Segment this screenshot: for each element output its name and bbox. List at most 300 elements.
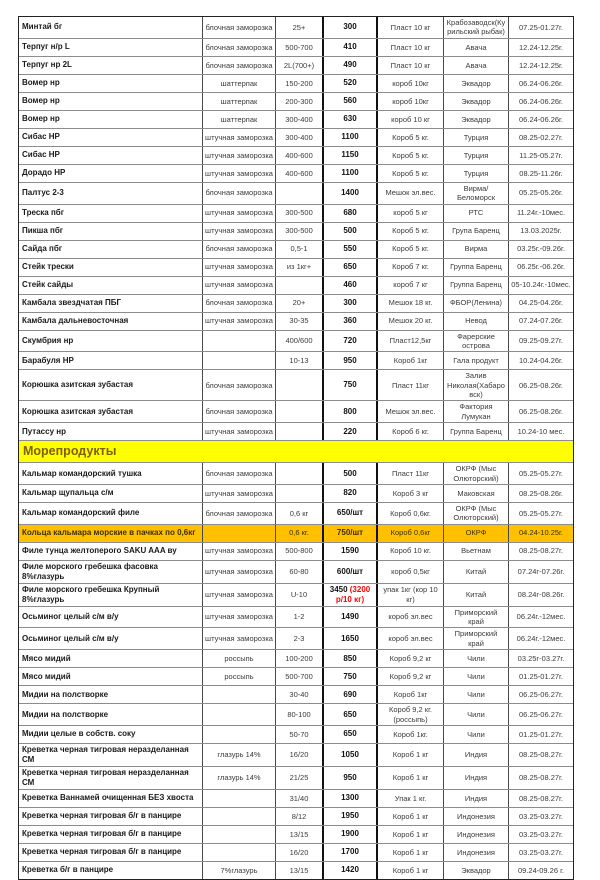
freeze-type: блочная заморозка <box>203 463 276 484</box>
date-range: 06.24-06.26г. <box>519 78 563 88</box>
origin: Фактория Лумукан <box>444 401 509 422</box>
size-value: 21/25 <box>289 773 309 783</box>
origin: Китай <box>444 561 509 583</box>
size-value <box>276 423 322 440</box>
date-range: 04.25-04.26г. <box>519 298 563 308</box>
size-value: 200-300 <box>285 96 313 106</box>
table-row <box>19 57 573 75</box>
price-text <box>326 829 374 839</box>
price-main: 750/шт <box>336 528 364 538</box>
table-row <box>19 17 573 39</box>
price-text <box>326 793 374 803</box>
packaging: Короб 5 кг. <box>378 223 444 240</box>
table-row <box>19 129 573 147</box>
price-value <box>322 826 378 843</box>
packaging: Пласт 11кг <box>378 463 444 484</box>
table-row <box>19 628 573 650</box>
freeze-type: шаттерпак <box>203 93 276 110</box>
price-value <box>322 165 378 182</box>
product-name: Кальмар щупальца с/м <box>19 485 203 502</box>
origin: Эквадор <box>444 862 509 879</box>
freeze-type: штучная заморозка <box>203 543 276 560</box>
price-value <box>322 744 378 766</box>
price-main: 600/шт <box>336 566 364 576</box>
freeze-type: шаттерпак <box>203 111 276 128</box>
price-text <box>326 811 374 821</box>
price-main: 3450 <box>329 584 348 594</box>
freeze-type: штучная заморозка <box>203 223 276 240</box>
packaging: Короб 5 кг. <box>378 129 444 146</box>
size-value: 500-700 <box>285 671 313 681</box>
freeze-type: глазурь 14% <box>203 767 276 789</box>
table-row <box>19 650 573 668</box>
product-name: Осьминог целый с/м в/у <box>19 628 203 649</box>
table-row <box>19 584 573 607</box>
product-name: Вомер нр <box>19 93 203 110</box>
packaging: Короб 1 кг <box>378 862 444 879</box>
price-main: 850 <box>343 653 357 663</box>
date-range: 08.25-08.27г. <box>519 546 563 556</box>
price-value <box>322 525 378 542</box>
origin: Авача <box>444 39 509 56</box>
price-value <box>322 352 378 369</box>
date-range: 05-10.24г.-10мес. <box>511 280 571 290</box>
freeze-type: штучная заморозка <box>203 607 276 628</box>
origin: ОКРФ (Мыс Олюторский) <box>444 463 509 484</box>
price-text <box>326 585 374 605</box>
price-value <box>322 17 378 38</box>
size-value <box>276 370 322 400</box>
origin: Невод <box>444 313 509 330</box>
price-value <box>322 93 378 110</box>
origin: Турция <box>444 147 509 164</box>
product-name: Стейк трески <box>19 259 203 276</box>
date-range: 01.25-01.27г. <box>519 729 563 739</box>
date-range: 09.24-09.26 г. <box>517 865 565 875</box>
product-name: Мидии на полстворке <box>19 686 203 703</box>
packaging: Короб 1кг. <box>378 726 444 743</box>
price-main: 820 <box>343 488 357 498</box>
price-text <box>326 427 374 437</box>
price-value <box>322 808 378 825</box>
freeze-type: блочная заморозка <box>203 183 276 204</box>
date-range: 05.25-05.27г. <box>519 508 563 518</box>
freeze-type: россыпь <box>203 650 276 667</box>
packaging: Мешок 20 кг. <box>378 313 444 330</box>
product-name: Креветка черная тигровая б/г в панцире <box>19 826 203 843</box>
price-text <box>326 188 374 198</box>
freeze-type: блочная заморозка <box>203 39 276 56</box>
origin: Чили <box>444 704 509 725</box>
date-range: 13.03.2025г. <box>520 226 562 236</box>
origin: Крабозаводск(Курильский рыбак) <box>444 17 509 38</box>
price-text <box>326 469 374 479</box>
table-row <box>19 726 573 744</box>
table-row <box>19 223 573 241</box>
price-value <box>322 241 378 258</box>
price-text <box>326 208 374 218</box>
size-value: 400/600 <box>285 336 313 346</box>
price-text <box>326 336 374 346</box>
packaging: Короб 5 кг. <box>378 165 444 182</box>
table-row <box>19 463 573 485</box>
freeze-type: штучная заморозка <box>203 628 276 649</box>
table-row <box>19 607 573 629</box>
product-name: Корюшка азитская зубастая <box>19 370 203 400</box>
price-value <box>322 370 378 400</box>
size-value: 60-80 <box>289 566 309 576</box>
price-value <box>322 726 378 743</box>
date-range: 08.24г-08.26г. <box>517 589 565 599</box>
price-value <box>322 561 378 583</box>
size-value <box>276 183 322 204</box>
packaging: Короб 1 кг <box>378 808 444 825</box>
price-main: 1050 <box>341 749 359 759</box>
price-main: 1150 <box>341 150 359 160</box>
date-range: 06.25-08.26г. <box>519 380 563 390</box>
price-text <box>326 488 374 498</box>
table-row <box>19 704 573 726</box>
price-value <box>322 668 378 685</box>
table-row <box>19 39 573 57</box>
product-name: Сибас НР <box>19 147 203 164</box>
date-range: 12.24-12.25г. <box>519 42 563 52</box>
freeze-type: блочная заморозка <box>203 57 276 74</box>
freeze-type: 7%глазурь <box>203 862 276 879</box>
date-range: 09.25-09.27г. <box>519 336 563 346</box>
packaging: Мешок 18 кг. <box>378 295 444 312</box>
table-row <box>19 352 573 370</box>
product-name: Барабуля НР <box>19 352 203 369</box>
product-name: Путассу нр <box>19 423 203 440</box>
product-name: Терпуг нр 2L <box>19 57 203 74</box>
packaging: Короб 1 кг <box>378 826 444 843</box>
product-name: Креветка черная тигровая неразделанная СМ <box>19 744 203 766</box>
packaging: Пласт 11кг <box>378 370 444 400</box>
size-value <box>276 485 322 502</box>
packaging: короб 10 кг <box>378 111 444 128</box>
product-name: Креветка черная тигровая б/г в панцире <box>19 844 203 861</box>
price-text <box>326 356 374 366</box>
origin: Залив Николая(Хабаровск) <box>444 370 509 400</box>
table-row <box>19 543 573 561</box>
size-value: 500-700 <box>285 42 313 52</box>
price-main: 690 <box>343 689 357 699</box>
price-main: 560 <box>343 96 357 106</box>
size-value <box>276 277 322 294</box>
table-row <box>19 503 573 525</box>
date-range: 06.24г.-12мес. <box>516 634 566 644</box>
packaging: Короб 5 кг. <box>378 147 444 164</box>
freeze-type: блочная заморозка <box>203 295 276 312</box>
price-main: 1490 <box>341 612 359 621</box>
date-range: 06.24г.-12мес. <box>516 612 566 622</box>
size-value: 30-35 <box>289 316 309 326</box>
size-value: 0,5-1 <box>290 244 308 254</box>
price-value <box>322 295 378 312</box>
price-value <box>322 607 378 628</box>
size-value: 300-500 <box>285 226 313 236</box>
packaging: короб эл.вес <box>378 628 444 649</box>
packaging: короб 5 кг <box>378 205 444 222</box>
freeze-type: блочная заморозка <box>203 370 276 400</box>
product-name: Пикша пбг <box>19 223 203 240</box>
price-main: 1700 <box>341 847 359 857</box>
price-value <box>322 147 378 164</box>
price-text <box>326 96 374 106</box>
price-text <box>326 710 374 720</box>
origin: Эквадор <box>444 93 509 110</box>
origin: ОКРФ <box>444 525 509 542</box>
date-range: 03.25-03.27г. <box>519 829 563 839</box>
table-row <box>19 668 573 686</box>
table-row <box>19 862 573 879</box>
size-value: 0,6 кг <box>289 508 309 518</box>
date-range: 05.25-05.27г. <box>519 468 563 478</box>
freeze-type: штучная заморозка <box>203 165 276 182</box>
price-text <box>326 612 374 622</box>
size-value: 400-600 <box>285 168 313 178</box>
price-text <box>326 672 374 682</box>
product-name: Креветка Ваннамей очищенная БЕЗ хвоста <box>19 790 203 807</box>
price-value <box>322 862 378 879</box>
section-header <box>19 441 573 463</box>
price-main: 630 <box>343 114 357 124</box>
table-row <box>19 295 573 313</box>
table-row <box>19 75 573 93</box>
price-text <box>326 865 374 875</box>
product-name: Корюшка азитская зубастая <box>19 401 203 422</box>
origin: Фарерские острова <box>444 331 509 352</box>
product-name: Камбала дальневосточная <box>19 313 203 330</box>
packaging: Упак 1 кг. <box>378 790 444 807</box>
price-value <box>322 767 378 789</box>
table-row <box>19 183 573 205</box>
packaging: Короб 1 кг <box>378 744 444 766</box>
date-range: 01.25-01.27г. <box>519 671 563 681</box>
product-name: Стейк сайды <box>19 277 203 294</box>
origin: Чили <box>444 686 509 703</box>
price-main: 650/шт <box>336 508 364 518</box>
date-range: 08.25-08.27г. <box>519 793 563 803</box>
product-name: Креветка б/г в панцире <box>19 862 203 879</box>
table-row <box>19 525 573 543</box>
price-text <box>326 244 374 254</box>
date-range: 06.24-06.26г. <box>519 96 563 106</box>
packaging: Мешок эл.вес. <box>378 183 444 204</box>
price-value <box>322 463 378 484</box>
price-value <box>322 790 378 807</box>
table-row <box>19 205 573 223</box>
size-value: 13/15 <box>289 829 309 839</box>
freeze-type <box>203 525 276 542</box>
origin: Эквадор <box>444 111 509 128</box>
freeze-type: блочная заморозка <box>203 401 276 422</box>
price-text <box>326 528 374 538</box>
freeze-type: штучная заморозка <box>203 259 276 276</box>
price-main: 650 <box>343 262 357 271</box>
size-value: 0,6 кг. <box>289 528 309 538</box>
origin: Авача <box>444 57 509 74</box>
price-main: 750 <box>343 380 357 390</box>
table-row <box>19 790 573 808</box>
packaging: Короб 7 кг. <box>378 259 444 276</box>
freeze-type <box>203 790 276 807</box>
price-value <box>322 401 378 422</box>
table-row <box>19 561 573 584</box>
price-alt-red: (3200 р/10 кг) <box>335 584 371 604</box>
price-main: 490 <box>343 60 357 70</box>
size-value: 25+ <box>292 22 306 32</box>
freeze-type: штучная заморозка <box>203 313 276 330</box>
price-text <box>326 847 374 857</box>
price-main: 650 <box>343 729 357 739</box>
price-value <box>322 129 378 146</box>
price-main: 520 <box>343 78 357 88</box>
freeze-type <box>203 331 276 352</box>
date-range: 08.25-02.27г. <box>519 132 563 142</box>
price-main: 360 <box>343 316 357 325</box>
origin: Чили <box>444 668 509 685</box>
size-value: 2-3 <box>293 634 305 644</box>
price-value <box>322 39 378 56</box>
size-value: 30-40 <box>289 689 309 699</box>
date-range: 11.24г.-10мес. <box>516 208 566 218</box>
price-main: 1590 <box>341 546 359 556</box>
price-text <box>326 773 374 783</box>
price-main: 550 <box>343 244 357 253</box>
freeze-type <box>203 808 276 825</box>
product-name: Филе тунца желтоперого SAKU AAA ву <box>19 543 203 560</box>
price-text <box>326 546 374 556</box>
freeze-type: штучная заморозка <box>203 147 276 164</box>
price-main: 1900 <box>341 829 359 839</box>
date-range: 06.25-06.27г. <box>519 689 563 699</box>
price-value <box>322 75 378 92</box>
price-main: 500 <box>343 226 357 235</box>
freeze-type: штучная заморозка <box>203 561 276 583</box>
price-text <box>326 567 374 577</box>
origin: Турция <box>444 165 509 182</box>
price-main: 680 <box>343 208 357 217</box>
table-row <box>19 423 573 441</box>
origin: Гала продукт <box>444 352 509 369</box>
table-row <box>19 313 573 331</box>
price-value <box>322 111 378 128</box>
product-name: Филе морского гребешка фасовка 8%глазурь <box>19 561 203 583</box>
size-value: 100-200 <box>285 653 313 663</box>
freeze-type <box>203 826 276 843</box>
freeze-type: шаттерпак <box>203 75 276 92</box>
price-main: 500 <box>343 468 357 478</box>
product-name: Сибас НР <box>19 129 203 146</box>
date-range: 07.24-07.26г. <box>519 316 563 326</box>
origin: Группа Баренц <box>444 423 509 440</box>
product-name: Вомер нр <box>19 111 203 128</box>
origin: Приморский край <box>444 628 509 649</box>
packaging: Пласт 10 кг <box>378 57 444 74</box>
size-value: из 1кг+ <box>286 262 312 272</box>
packaging: Короб 3 кг <box>378 485 444 502</box>
price-value <box>322 628 378 649</box>
origin: Чили <box>444 726 509 743</box>
product-name: Камбала звездчатая ПБГ <box>19 295 203 312</box>
origin: Индонезия <box>444 808 509 825</box>
origin: Китай <box>444 584 509 606</box>
freeze-type: блочная заморозка <box>203 503 276 524</box>
price-text <box>326 42 374 52</box>
packaging: короб 10кг <box>378 75 444 92</box>
freeze-type: россыпь <box>203 668 276 685</box>
price-text <box>326 22 374 32</box>
date-range: 06.25г.-06.26г. <box>517 262 565 272</box>
table-row <box>19 767 573 790</box>
size-value: 8/12 <box>291 811 307 821</box>
price-value <box>322 423 378 440</box>
price-text <box>326 280 374 290</box>
date-range: 11.25-05.27г. <box>519 150 563 160</box>
date-range: 10.24-10 мес. <box>517 426 565 436</box>
product-name: Скумбрия нр <box>19 331 203 352</box>
packaging: Короб 1 кг <box>378 844 444 861</box>
price-value <box>322 57 378 74</box>
origin: Маковская <box>444 485 509 502</box>
packaging: Пласт 10 кг <box>378 17 444 38</box>
freeze-type <box>203 352 276 369</box>
price-value <box>322 503 378 524</box>
size-value: 10-13 <box>289 356 309 366</box>
packaging: Короб 1кг <box>378 686 444 703</box>
price-text <box>326 380 374 390</box>
size-value: 2L(700+) <box>283 60 315 70</box>
price-main: 460 <box>343 280 357 289</box>
origin: Турция <box>444 129 509 146</box>
date-range: 03.25-03.27г. <box>519 811 563 821</box>
date-range: 03.25г-03.27г. <box>517 653 565 663</box>
table-row <box>19 401 573 423</box>
table-row <box>19 111 573 129</box>
freeze-type: штучная заморозка <box>203 277 276 294</box>
price-text <box>326 750 374 760</box>
origin: Группа Баренц <box>444 259 509 276</box>
price-text <box>326 729 374 739</box>
price-value <box>322 584 378 606</box>
freeze-type <box>203 726 276 743</box>
date-range: 08.25-08.27г. <box>519 750 563 760</box>
date-range: 03.25-03.27г. <box>519 847 563 857</box>
origin: Индия <box>444 744 509 766</box>
product-name: Кальмар командорский филе <box>19 503 203 524</box>
table-row <box>19 93 573 111</box>
price-main: 220 <box>343 426 357 436</box>
price-text <box>326 407 374 417</box>
price-value <box>322 844 378 861</box>
packaging: короб 7 кг <box>378 277 444 294</box>
size-value: 80-100 <box>287 709 311 719</box>
price-text <box>326 262 374 272</box>
date-range: 06.25-08.26г. <box>519 407 563 417</box>
size-value: U-10 <box>290 589 308 599</box>
product-name: Сайда пбг <box>19 241 203 258</box>
freeze-type: штучная заморозка <box>203 485 276 502</box>
origin: ФБОР(Ленина) <box>444 295 509 312</box>
packaging: упак 1кг (кор 10 кг) <box>378 584 444 606</box>
product-name: Мидии на полстворке <box>19 704 203 725</box>
price-text <box>326 78 374 88</box>
size-value <box>276 463 322 484</box>
product-name: Мясо мидий <box>19 650 203 667</box>
origin: Приморский край <box>444 607 509 628</box>
